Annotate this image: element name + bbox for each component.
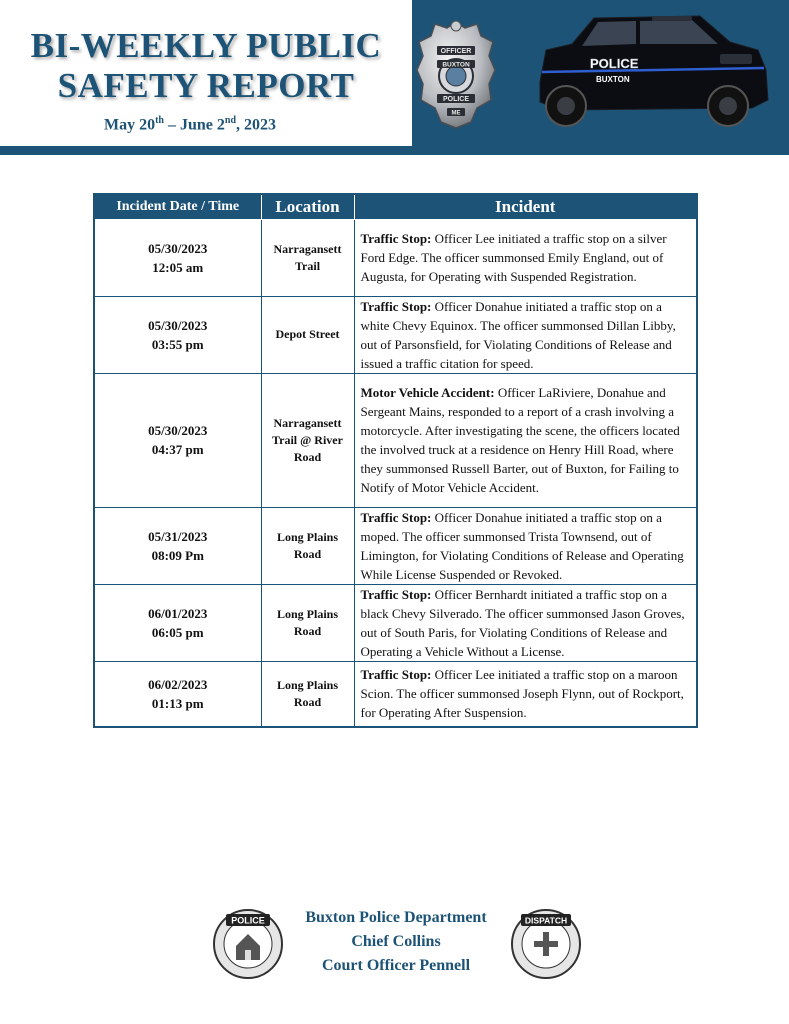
column-header-date-time: Incident Date / Time xyxy=(94,194,261,219)
incident-location-cell xyxy=(261,584,354,661)
dispatch-seal-icon xyxy=(510,908,582,980)
police-seal-icon xyxy=(212,908,284,980)
date-start: May 20 xyxy=(103,116,156,134)
incident-type: Traffic Stop: xyxy=(360,667,432,683)
incident-date-cell xyxy=(94,661,261,727)
location-line: Depot Street xyxy=(275,327,340,341)
location-line: Narragansett xyxy=(273,241,342,256)
incident-description-cell xyxy=(354,373,697,507)
incident-text: Officer Bernhardt initiated a traffic stop on a black Chevy Silverado. The officer summonsed Jason Groves, out of South Paris, for Violating Conditions of Release and Operating a Vehicle Without a License. xyxy=(360,586,685,659)
incident-date: 05/31/2023 xyxy=(148,528,208,544)
incident-type: Motor Vehicle Accident: xyxy=(360,385,495,400)
table-header-row xyxy=(94,194,697,219)
incident-time: 08:09 Pm xyxy=(151,547,204,563)
incident-date: 05/30/2023 xyxy=(148,317,208,333)
report-title-line-2: SAFETY REPORT xyxy=(57,66,355,105)
table-row xyxy=(94,373,697,507)
incident-date-cell xyxy=(94,373,261,507)
court-officer-name: Court Officer Pennell xyxy=(321,957,471,974)
incident-description-cell xyxy=(354,661,697,727)
incident-date: 06/02/2023 xyxy=(148,676,208,692)
incident-text: Officer LaRiviere, Donahue and Sergeant Mains, responded to a report of a crash involving a motorcycle. After investigating the scene, the officers located the involved truck at a residence on Henry Hill Road, where they summonsed Russell Barter, out of Buxton, for Failing to Notify of Motor Vehicle Accident. xyxy=(360,385,680,495)
incident-time: 04:37 pm xyxy=(151,442,204,457)
header-banner xyxy=(0,0,789,155)
location-line: Trail xyxy=(294,258,321,273)
location-line: Trail @ River xyxy=(272,432,343,447)
incident-location-cell xyxy=(261,507,354,584)
incident-date-cell xyxy=(94,584,261,661)
badge-top-text: OFFICER xyxy=(440,48,472,55)
badge-middle-text: BUXTON xyxy=(442,61,470,69)
incident-text: Officer Donahue initiated a traffic stop on a white Chevy Equinox. The officer summonsed Dillan Libby, out of Parsonsfield, for Violating Conditions of Release and issued a traffic citation for speed. xyxy=(360,298,676,371)
dispatch-seal-label: DISPATCH xyxy=(524,915,568,926)
chief-name: Chief Collins xyxy=(351,933,441,950)
incident-description-cell xyxy=(354,507,697,584)
incident-date-cell xyxy=(94,507,261,584)
incident-time: 01:13 pm xyxy=(151,695,204,711)
incident-date-cell xyxy=(94,296,261,373)
table-row xyxy=(94,584,697,661)
incident-type: Traffic Stop: xyxy=(360,586,432,602)
report-title-line-1: BI-WEEKLY PUBLIC xyxy=(30,26,382,65)
suv-buxton-text: BUXTON xyxy=(596,75,630,84)
location-line: Road xyxy=(293,694,322,709)
table-row xyxy=(94,219,697,296)
location-line: Long Plains xyxy=(276,529,339,544)
column-header-location: Location xyxy=(261,194,354,219)
date-end-suffix: nd xyxy=(224,115,237,126)
incident-time: 03:55 pm xyxy=(151,336,204,352)
incident-date: 05/30/2023 xyxy=(148,240,208,256)
location-line: Road xyxy=(293,546,322,561)
footer-signature xyxy=(278,906,514,978)
report-date-range xyxy=(0,115,380,134)
incident-date-cell xyxy=(94,219,261,296)
incident-time: 06:05 pm xyxy=(151,624,204,640)
incident-text: Officer Lee initiated a traffic stop on a maroon Scion. The officer summonsed Joseph Flynn, out of Rockport, for Operating After Suspension. xyxy=(360,667,684,721)
incident-description-cell xyxy=(354,296,697,373)
column-header-incident: Incident xyxy=(354,194,697,219)
incident-table xyxy=(93,193,698,728)
suv-police-text: POLICE xyxy=(590,56,639,71)
police-suv-image xyxy=(532,10,772,135)
badge-state-text: ME xyxy=(451,110,461,117)
incident-time: 12:05 am xyxy=(152,259,204,275)
incident-type: Traffic Stop: xyxy=(360,509,432,525)
table-row xyxy=(94,507,697,584)
police-seal-label: POLICE xyxy=(231,915,265,926)
header-title-panel xyxy=(0,0,412,146)
incident-date: 05/30/2023 xyxy=(148,423,208,438)
incident-text: Officer Donahue initiated a traffic stop on a moped. The officer summonsed Trista Townsend, out of Limington, for Violating Conditions of Release and Operating While License Suspended or Revoked. xyxy=(360,509,684,582)
date-start-suffix: th xyxy=(155,115,164,126)
location-line: Long Plains xyxy=(276,606,339,621)
badge-bottom-text: POLICE xyxy=(442,96,470,103)
incident-description-cell xyxy=(354,584,697,661)
location-line: Road xyxy=(293,449,322,464)
incident-location-cell xyxy=(261,373,354,507)
incident-text: Officer Lee initiated a traffic stop on a silver Ford Edge. The officer summonsed Emily England, out of Augusta, for Operating with Suspended Registration. xyxy=(360,231,667,284)
date-end: – June 2 xyxy=(163,116,225,134)
department-name: Buxton Police Department xyxy=(305,909,487,926)
incident-location-cell xyxy=(261,219,354,296)
location-line: Road xyxy=(293,623,322,638)
incident-description-cell xyxy=(354,219,697,296)
date-year: , 2023 xyxy=(236,116,277,134)
location-line: Narragansett xyxy=(273,415,342,430)
incident-location-cell xyxy=(261,661,354,727)
location-line: Long Plains xyxy=(276,677,339,692)
incident-date: 06/01/2023 xyxy=(148,605,208,621)
incident-type: Traffic Stop: xyxy=(360,298,432,314)
incident-location-cell xyxy=(261,296,354,373)
incident-type: Traffic Stop: xyxy=(360,231,432,246)
table-row xyxy=(94,296,697,373)
table-row xyxy=(94,661,697,727)
report-title xyxy=(6,26,406,106)
police-badge-icon xyxy=(415,18,497,133)
